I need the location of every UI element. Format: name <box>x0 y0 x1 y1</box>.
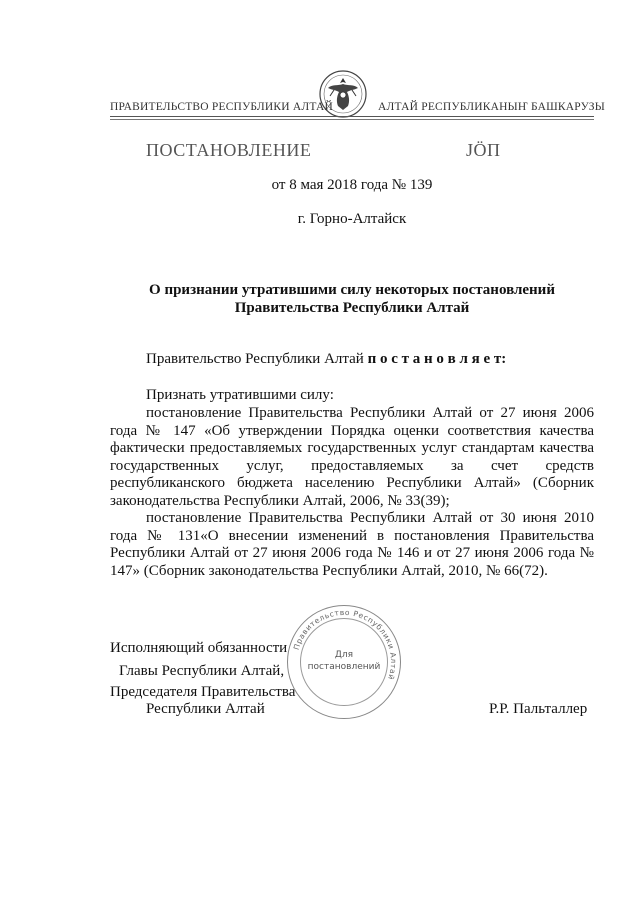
document-title-line: Правительства Республики Алтай <box>234 299 470 316</box>
signature-position-line4: Республики Алтай <box>146 701 265 717</box>
doc-type-alt: ЈӦП <box>466 140 501 160</box>
signatory-name: Р.Р. Пальталлер <box>489 701 588 717</box>
body-intro: Признать утратившими силу: <box>146 387 334 403</box>
stamp-ring-text: Правительство Республики Алтай <box>291 607 399 682</box>
header-divider <box>110 116 594 117</box>
body-item-2: постановление Правительства Республики Алтай от 30 июня 2010 года № 131«О внесении изменений в постановления Правительства Республики Алтай от 27 июня 2006 года № 146 и от 27 июня 2006 года № 147» (Сборник законодательства Республики Алтай, 2010, № 66(72). <box>110 510 594 579</box>
body-item-1: постановление Правительства Республики Алтай от 27 июня 2006 года № 147 «Об утверждении Порядка оценки соответствия качества фактически предоставляемых государственных услуг стандартам качества государственных услуг, предоставляемых за счет средств республиканского бюджета населению Республики Алтай» (Сборник законодательства Республики Алтай, 2006, № 33(39); <box>110 405 594 509</box>
header-org-alt: АЛТАЙ РЕСПУБЛИКАНЫҤ БАШКАРУЗЫ <box>378 101 605 113</box>
document-title <box>110 282 594 317</box>
header-org-ru: ПРАВИТЕЛЬСТВО РЕСПУБЛИКИ АЛТАЙ <box>110 101 334 113</box>
stamp-center-line1: Для <box>334 650 354 660</box>
header-divider-thin <box>110 119 594 120</box>
preamble-text: Правительство Республики Алтай <box>146 351 364 367</box>
date-line: от 8 мая 2018 года № 139 <box>271 177 433 193</box>
preamble-decree-word: п о с т а н о в л я е т: <box>367 351 507 367</box>
official-stamp <box>287 605 401 719</box>
doc-type-ru: ПОСТАНОВЛЕНИЕ <box>146 140 312 160</box>
signature-position-line1: Исполняющий обязанности <box>110 640 288 656</box>
signature-position-line2: Главы Республики Алтай, <box>119 663 285 679</box>
city: г. Горно-Алтайск <box>297 211 407 227</box>
document-title-line: О признании утратившими силу некоторых постановлений <box>149 282 555 298</box>
signature-position-line3: Председателя Правительства <box>110 684 296 700</box>
stamp-center-line2: постановлений <box>307 662 381 672</box>
preamble <box>146 351 506 369</box>
